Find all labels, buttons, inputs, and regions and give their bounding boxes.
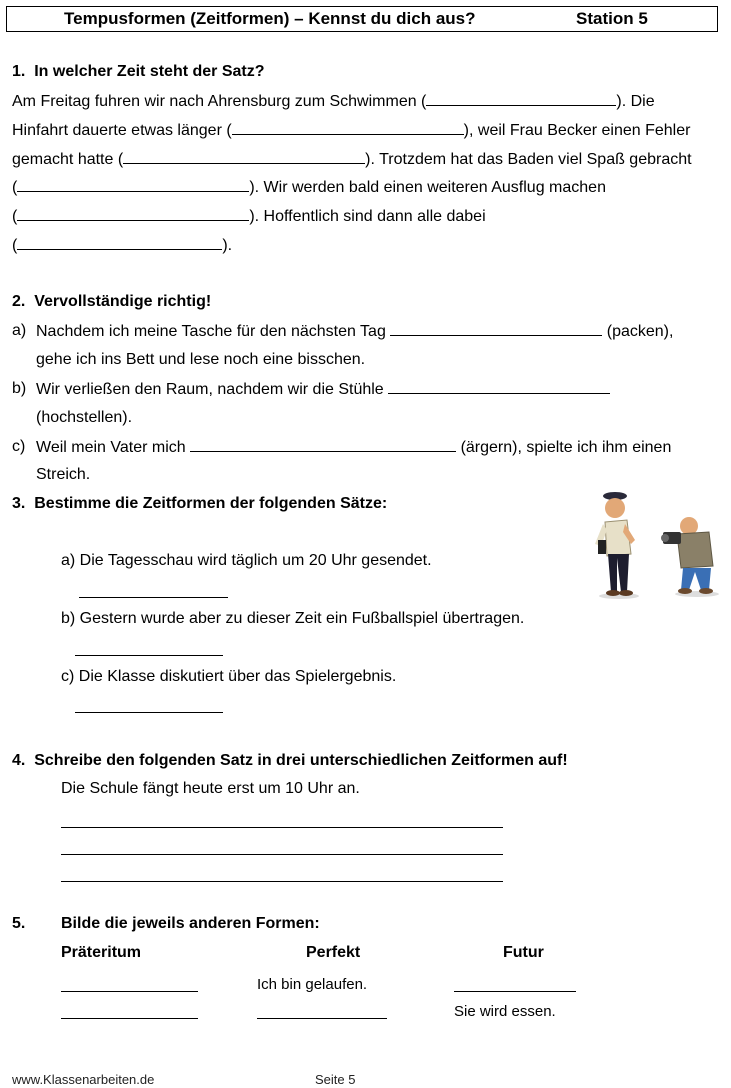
- footer-page-number: Seite 5: [315, 1072, 356, 1087]
- q4-answer-line-3[interactable]: [61, 881, 503, 882]
- q1-text: ). Hoffentlich sind dann alle dabei: [249, 208, 486, 225]
- q2-c-line-1: [36, 437, 671, 458]
- q2-a-label: a): [12, 322, 27, 339]
- answer-blank[interactable]: [123, 149, 365, 164]
- q1-text: ). Trotzdem hat das Baden viel Spaß gebracht: [365, 151, 692, 168]
- footer-site: www.Klassenarbeiten.de: [12, 1072, 155, 1087]
- q3-answer-line-b[interactable]: [75, 655, 223, 656]
- q1-text: ). Wir werden bald einen weiteren Ausflug machen: [249, 179, 606, 196]
- q5-row2-futur: Sie wird essen.: [454, 1003, 556, 1020]
- q2-b-line-2: (hochstellen).: [36, 409, 133, 426]
- q1-text: ).: [222, 237, 233, 254]
- answer-blank[interactable]: [17, 235, 222, 250]
- q4-heading: 4. Schreibe den folgenden Satz in drei unterschiedlichen Zeitformen auf!: [12, 752, 568, 769]
- reporter-figurines-illustration: [585, 488, 729, 600]
- q3-answer-line-a[interactable]: [79, 597, 228, 598]
- q1-heading: 1. In welcher Zeit steht der Satz?: [12, 63, 265, 80]
- answer-blank[interactable]: [17, 177, 249, 192]
- q5-col-praeteritum: Präteritum: [61, 944, 142, 961]
- q1-text: (: [12, 237, 18, 254]
- q2-b-label: b): [12, 380, 27, 397]
- q3-heading: 3. Bestimme die Zeitformen der folgenden Sätze:: [12, 495, 388, 512]
- q1-line-4: [12, 177, 606, 198]
- q5-heading: Bilde die jeweils anderen Formen:: [61, 915, 320, 932]
- q5-answer-line[interactable]: [61, 991, 198, 992]
- q1-text: ), weil Frau Becker einen Fehler: [463, 122, 691, 139]
- q2-a-line-1: [36, 321, 673, 342]
- q1-line-3: [12, 149, 692, 170]
- q2-text: Nachdem ich meine Tasche für den nächsten Tag: [36, 323, 386, 340]
- q5-number: 5.: [12, 915, 26, 932]
- answer-blank[interactable]: [17, 206, 249, 221]
- q2-heading: 2. Vervollständige richtig!: [12, 293, 212, 310]
- q1-line-6: [12, 235, 232, 256]
- q2-c-line-2: Streich.: [36, 466, 91, 483]
- q2-text: Wir verließen den Raum, nachdem wir die Stühle: [36, 381, 384, 398]
- q5-col-futur: Futur: [503, 944, 544, 961]
- q5-col-perfekt: Perfekt: [306, 944, 361, 961]
- q1-text: gemacht hatte (: [12, 151, 124, 168]
- q1-text: Hinfahrt dauerte etwas länger (: [12, 122, 232, 139]
- answer-blank[interactable]: [190, 437, 456, 452]
- q5-answer-line[interactable]: [257, 1018, 387, 1019]
- q5-row1-perfekt: Ich bin gelaufen.: [257, 976, 368, 993]
- q4-answer-line-2[interactable]: [61, 854, 503, 855]
- q3-sentence-b: b) Gestern wurde aber zu dieser Zeit ein Fußballspiel übertragen.: [61, 610, 525, 627]
- worksheet-title: Tempusformen (Zeitformen) – Kennst du dich aus?: [64, 9, 476, 28]
- q2-b-line-1: [36, 379, 610, 400]
- q1-line-5: [12, 206, 486, 227]
- q3-sentence-c: c) Die Klasse diskutiert über das Spielergebnis.: [61, 668, 397, 685]
- answer-blank[interactable]: [426, 91, 616, 106]
- q1-line-1: [12, 91, 655, 112]
- station-label: Station 5: [576, 9, 648, 28]
- q3-answer-line-c[interactable]: [75, 712, 223, 713]
- answer-blank[interactable]: [232, 120, 464, 135]
- q4-sentence: Die Schule fängt heute erst um 10 Uhr an.: [61, 780, 360, 797]
- q5-answer-line[interactable]: [454, 991, 576, 992]
- q2-hint: (packen),: [606, 323, 674, 340]
- q1-text: Am Freitag fuhren wir nach Ahrensburg zum Schwimmen (: [12, 93, 427, 110]
- q1-line-2: [12, 120, 690, 141]
- answer-blank[interactable]: [390, 321, 602, 336]
- q4-answer-line-1[interactable]: [61, 827, 503, 828]
- q2-hint: (ärgern), spielte ich ihm einen: [460, 439, 672, 456]
- q5-answer-line[interactable]: [61, 1018, 198, 1019]
- answer-blank[interactable]: [388, 379, 610, 394]
- q2-a-line-2: gehe ich ins Bett und lese noch eine bisschen.: [36, 351, 366, 368]
- q3-sentence-a: a) Die Tagesschau wird täglich um 20 Uhr gesendet.: [61, 552, 432, 569]
- q1-text: ). Die: [616, 93, 655, 110]
- q1-text: (: [12, 208, 18, 225]
- q2-c-label: c): [12, 438, 26, 455]
- q2-text: Weil mein Vater mich: [36, 439, 186, 456]
- q1-text: (: [12, 179, 18, 196]
